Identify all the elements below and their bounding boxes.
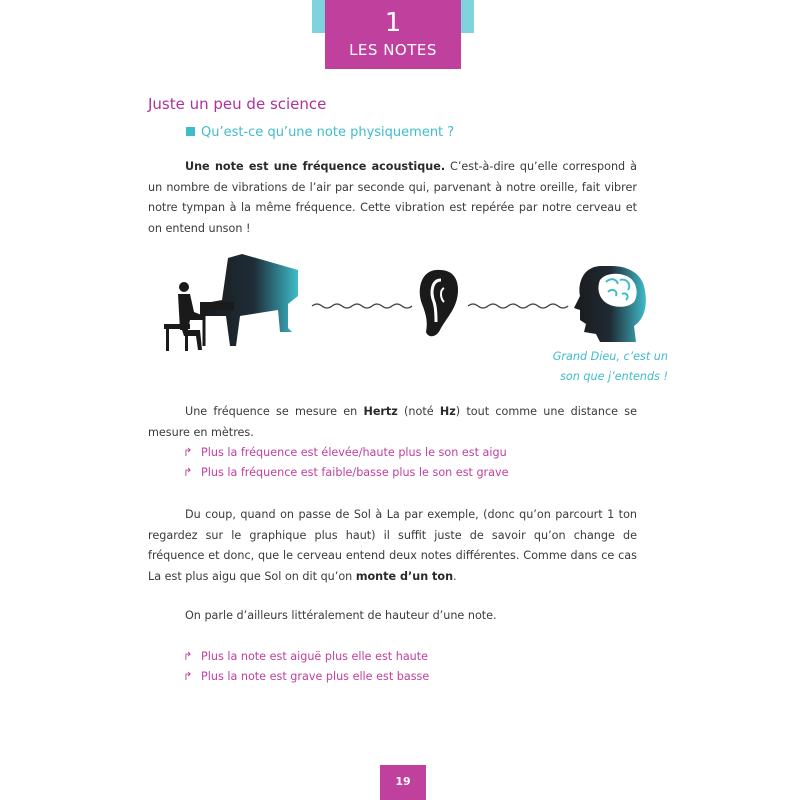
- chapter-title: LES NOTES: [349, 41, 437, 59]
- arrow-icon: ↱: [183, 466, 193, 479]
- ducoup-end: .: [453, 569, 457, 583]
- arrow-icon: ↱: [183, 446, 193, 459]
- chapter-tab: [325, 0, 461, 69]
- hertz-bold-1: Hertz: [363, 405, 398, 418]
- ducoup-paragraph: [148, 505, 637, 587]
- intro-text: C’est-à-dire qu’elle correspond à un nombre de vibrations de l’air par seconde qui, parvenant à notre oreille, fait vibrer notre tympan à la même fréquence. Cette vibration est repérée par notre cerveau et on entend unson !: [148, 160, 637, 235]
- bullet-item: [183, 667, 429, 688]
- intro-paragraph: [148, 157, 637, 239]
- chapter-number: 1: [384, 8, 402, 38]
- ear-icon: [420, 270, 458, 336]
- sound-illustration: [160, 250, 650, 360]
- page-number: 19: [380, 765, 426, 800]
- ducoup-text: Du coup, quand on passe de Sol à La par exemple, (donc qu’on parcourt 1 ton regardez sur le graphique plus haut) il suffit juste de savoir qu’on change de fréquence et donc, que le cerveau entend deux notes différentes. Comme dans ce cas La est plus aigu que Sol on dit qu’on: [148, 508, 637, 583]
- caption-line-2: son que j’entends !: [560, 370, 668, 383]
- caption-line-1: Grand Dieu, c’est un: [552, 350, 668, 363]
- intro-bold: Une note est une fréquence acoustique.: [185, 160, 446, 173]
- head-brain-icon: [574, 266, 646, 342]
- arrow-icon: ↱: [183, 650, 193, 663]
- subsection-heading: [186, 125, 454, 140]
- bullet-text: Plus la note est grave plus elle est basse: [201, 670, 430, 683]
- bullet-item: [183, 463, 509, 484]
- bullet-text: Plus la fréquence est élevée/haute plus le son est aigu: [201, 446, 507, 459]
- square-bullet-icon: [186, 127, 195, 136]
- hertz-text-2: (noté: [397, 405, 440, 418]
- section-title: Juste un peu de science: [148, 95, 327, 113]
- bullet-text: Plus la note est aiguë plus elle est haute: [201, 650, 429, 663]
- sound-wave-right: [468, 304, 568, 308]
- hauteur-paragraph: [148, 606, 637, 627]
- bullet-item: [183, 443, 507, 464]
- arrow-icon: ↱: [183, 670, 193, 683]
- hertz-text-3: ) tout comme une distance se mesure en mètres.: [148, 405, 637, 439]
- illustration-caption: [540, 347, 668, 387]
- hertz-paragraph: [148, 402, 637, 443]
- hertz-bold-2: Hz: [439, 405, 456, 418]
- ducoup-bold: monte d’un ton: [355, 569, 454, 583]
- bullet-text: Plus la fréquence est faible/basse plus le son est grave: [201, 466, 509, 479]
- piano-player-icon: [164, 254, 298, 351]
- sound-wave-left: [312, 304, 412, 308]
- hauteur-text: On parle d’ailleurs littéralement de hauteur d’une note.: [185, 609, 497, 622]
- bullet-item: [183, 647, 428, 668]
- hertz-text-1: Une fréquence se mesure en: [185, 405, 364, 418]
- subsection-title: Qu’est-ce qu’une note physiquement ?: [201, 125, 455, 140]
